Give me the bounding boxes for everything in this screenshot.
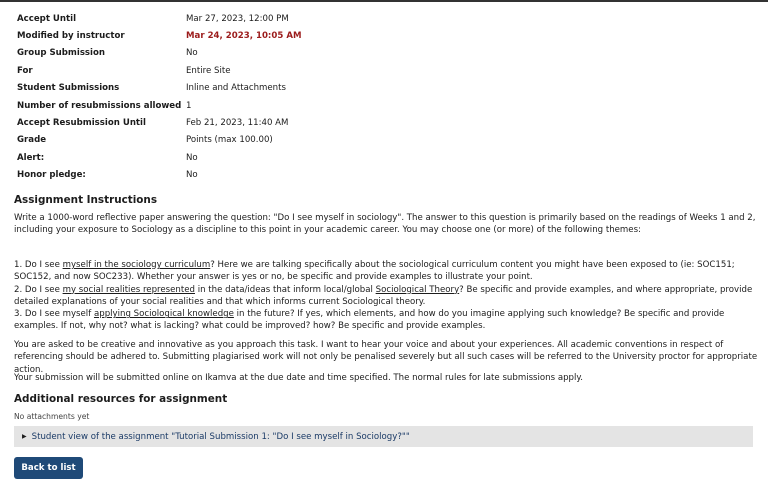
property-value-highlight: Mar 24, 2023, 10:05 AM — [186, 31, 302, 42]
theme-2 — [14, 284, 759, 309]
theme-1 — [14, 259, 759, 284]
student-view-toggle[interactable] — [14, 426, 753, 447]
property-value: No — [186, 152, 198, 163]
theme-link: Sociological Theory — [375, 284, 460, 295]
creative-paragraph: You are asked to be creative and innovative as you approach this task. I want to hear your voice and about your experiences. All academic conventions in respect of referencing should be adhered to. Submitting plagiarised work will not only be penalised severely but all such cases will be referred to the University proctor for appropriate action. — [14, 340, 758, 375]
theme-text: 1. Do I see — [14, 260, 63, 270]
theme-link: applying Sociological knowledge — [93, 309, 234, 320]
instructions-intro: Write a 1000-word reflective paper answering the question: "Do I see myself in sociology". The answer to this question is primarily based on the readings of Weeks 1 and 2, including your exposure to Sociology as a discipline to this point in your academic career. You may choose one (or more) of the following themes: — [14, 213, 756, 236]
instructions-intro-wrap — [14, 212, 759, 237]
property-label: Student Submissions — [17, 83, 120, 94]
theme-text: 2. Do I see — [14, 284, 63, 295]
theme-text: ? Be specific and provide examples, and where appropriate, provide detailed explanations of your social realities and that which informs current Sociological theory. — [14, 284, 753, 307]
property-value: No — [186, 48, 198, 59]
themes-list — [14, 259, 759, 333]
property-value: Mar 27, 2023, 12:00 PM — [186, 13, 289, 24]
back-to-list-button[interactable]: Back to list — [14, 457, 83, 479]
caret-right-icon: ▶ — [22, 433, 27, 440]
resources-heading-wrap — [14, 393, 759, 405]
instructions-heading-wrap — [14, 194, 759, 206]
theme-text: 3. Do I see myself — [14, 309, 94, 320]
no-attachments-wrap — [14, 412, 759, 422]
property-label: Modified by instructor — [17, 31, 125, 42]
property-row — [17, 167, 757, 184]
theme-text: in the data/ideas that inform local/global — [194, 284, 376, 295]
property-label: Alert: — [17, 152, 45, 163]
property-row — [17, 45, 757, 62]
property-row — [17, 132, 757, 149]
no-attachments-text: No attachments yet — [14, 412, 90, 421]
property-row — [17, 97, 757, 114]
instructions-heading: Assignment Instructions — [14, 194, 158, 206]
property-label: Accept Until — [17, 13, 77, 24]
property-value: Points (max 100.00) — [186, 135, 273, 146]
property-value: No — [186, 170, 198, 181]
theme-link: my social realities represented — [62, 284, 195, 295]
property-row — [17, 62, 757, 79]
property-label: Number of resubmissions allowed — [17, 100, 182, 111]
property-value: Entire Site — [186, 65, 231, 76]
property-value: Inline and Attachments — [186, 83, 286, 94]
property-label: Honor pledge: — [17, 170, 86, 181]
theme-text: in the future? If yes, which elements, and how do you imagine applying such knowledge? Be specific and provide examples. If not, why not? what is lacking? what could be improved? how? Be specific and provide examples. — [14, 309, 725, 332]
assignment-properties — [17, 10, 757, 184]
property-value: 1 — [186, 100, 192, 111]
property-row — [17, 80, 757, 97]
submission-paragraph: Your submission will be submitted online on Ikamva at the due date and time specified. The normal rules for late submissions apply. — [14, 373, 583, 383]
theme-link: myself in the sociology curriculum — [62, 260, 211, 270]
student-view-label: Student view of the assignment "Tutorial Submission 1: "Do I see myself in Sociology?"" — [31, 431, 410, 442]
property-row — [17, 114, 757, 131]
property-label: Group Submission — [17, 48, 106, 59]
property-label: Grade — [17, 135, 47, 146]
property-row — [17, 149, 757, 166]
property-row — [17, 10, 757, 27]
top-border — [0, 0, 768, 2]
submission-paragraph-wrap — [14, 372, 759, 384]
theme-text: ? Here we are talking specifically about the sociological curriculum content you might have been exposed to (ie: SOC151; SOC152, and now SOC233). Whether your answer is yes or no, be specific and provide examples to illustrate your point. — [14, 260, 735, 283]
resources-heading: Additional resources for assignment — [14, 393, 228, 405]
property-row — [17, 27, 757, 44]
theme-3 — [14, 308, 759, 333]
property-value: Feb 21, 2023, 11:40 AM — [186, 118, 289, 129]
property-label: For — [17, 65, 33, 76]
creative-paragraph-wrap — [14, 339, 759, 376]
property-label: Accept Resubmission Until — [17, 118, 146, 129]
